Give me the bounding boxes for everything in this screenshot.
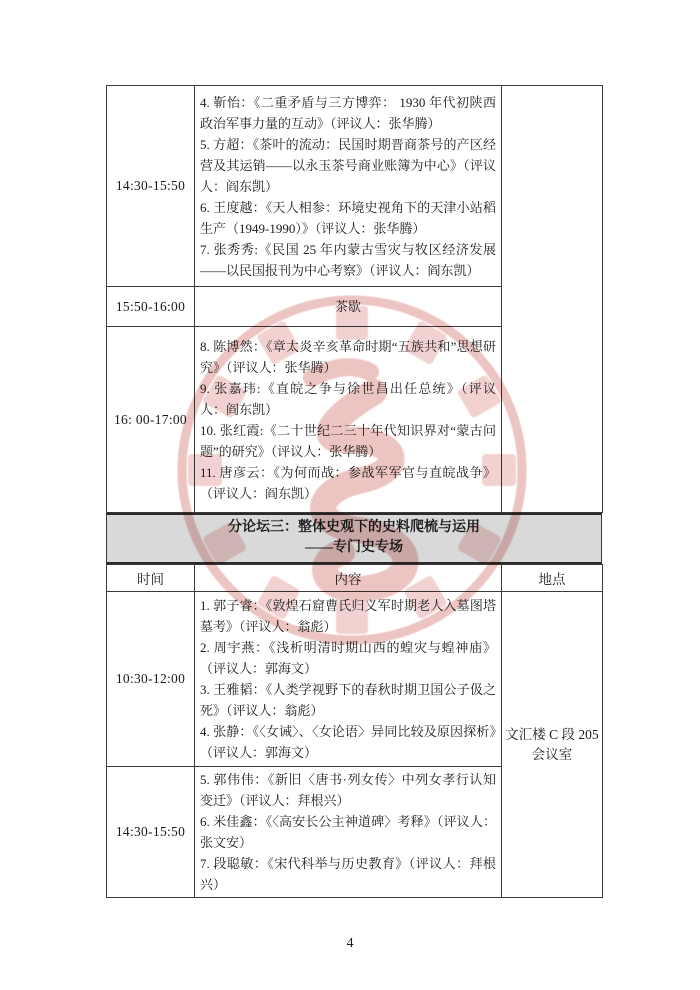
forum3-banner [106, 513, 602, 564]
column-header-time: 时间 [107, 565, 195, 592]
content-cell [195, 592, 502, 767]
table-header-row [107, 565, 603, 592]
tea-break-cell: 茶歇 [195, 287, 502, 327]
time-cell: 10:30-12:00 [107, 592, 195, 767]
time-cell: 14:30-15:50 [107, 767, 195, 898]
forum3-table [106, 564, 603, 898]
paper-item: 9. 张嘉玮:《直皖之争与徐世昌出任总统》（评议人：阎东凯） [200, 380, 496, 417]
column-header-content: 内容 [195, 565, 502, 592]
paper-item: 6. 王度越：《天人相参：环境史视角下的天津小站稻生产（1949-1990）》（评议人：张华腾） [200, 199, 496, 236]
paper-item: 1. 郭子睿：《敦煌石窟曹氏归义军时期老人入墓图塔墓考》（评议人：翁彪） [200, 598, 496, 634]
paper-item: 5. 方超：《茶叶的流动：民国时期晋商茶号的产区经营及其运销——以永玉茶号商业账簿为中心》（评议人：阎东凯） [200, 136, 496, 194]
column-header-location: 地点 [502, 565, 603, 592]
forum2-table [106, 85, 603, 513]
paper-item: 3. 王雅韬：《人类学视野下的春秋时期卫国公子伋之死》（评议人：翁彪） [200, 682, 496, 718]
paper-item: 5. 郭伟伟：《新旧〈唐书·列女传〉中列女孝行认知变迁》（评议人：拜根兴） [200, 772, 496, 808]
location-line: 会议室 [531, 746, 573, 762]
time-cell: 16: 00-17:00 [107, 327, 195, 513]
paper-item: 6. 米佳鑫：《〈高安长公主神道碑〉考释》（评议人：张文安） [200, 814, 496, 850]
time-cell: 14:30-15:50 [107, 86, 195, 287]
content-cell [195, 86, 502, 287]
program-tables [106, 85, 602, 898]
paper-item: 4. 张静：《〈女诫〉、〈女论语〉异同比较及原因探析》（评议人：郭海文） [200, 724, 496, 760]
paper-item: 7. 段聪敏：《宋代科举与历史教育》（评议人：拜根兴） [200, 856, 496, 892]
page-number: 4 [346, 936, 354, 951]
content-cell [195, 327, 502, 513]
time-cell: 15:50-16:00 [107, 287, 195, 327]
forum3-subtitle: ——专门史专场 [305, 540, 403, 555]
paper-item: 10. 张红霞:《二十世纪二三十年代知识界对“蒙古问题”的研究》（评议人：张华腾） [200, 422, 496, 459]
paper-item: 8. 陈博然：《章太炎辛亥革命时期“五族共和”思想研究》（评议人：张华腾） [200, 338, 496, 375]
table-row [107, 592, 603, 767]
location-line: 文汇楼 C 段 205 [505, 726, 599, 742]
paper-item: 11. 唐彦云：《为何而战：参战军军官与直皖战争》（评议人：阎东凯） [200, 464, 496, 501]
paper-item: 2. 周宇燕：《浅析明清时期山西的蝗灾与蝗神庙》（评议人：郭海文） [200, 640, 496, 676]
location-cell-empty [502, 86, 603, 513]
forum3-title: 分论坛三：整体史观下的史料爬梳与运用 [228, 520, 480, 535]
table-row [107, 86, 603, 287]
content-cell [195, 767, 502, 898]
location-cell [502, 592, 603, 898]
paper-item: 4. 靳怡：《二重矛盾与三方博弈： 1930 年代初陕西政治军事力量的互动》（评议人：张华腾） [200, 94, 496, 131]
paper-item: 7. 张秀秀:《民国 25 年内蒙古雪灾与牧区经济发展——以民国报刊为中心考察》（评议人：阎东凯） [200, 241, 496, 278]
